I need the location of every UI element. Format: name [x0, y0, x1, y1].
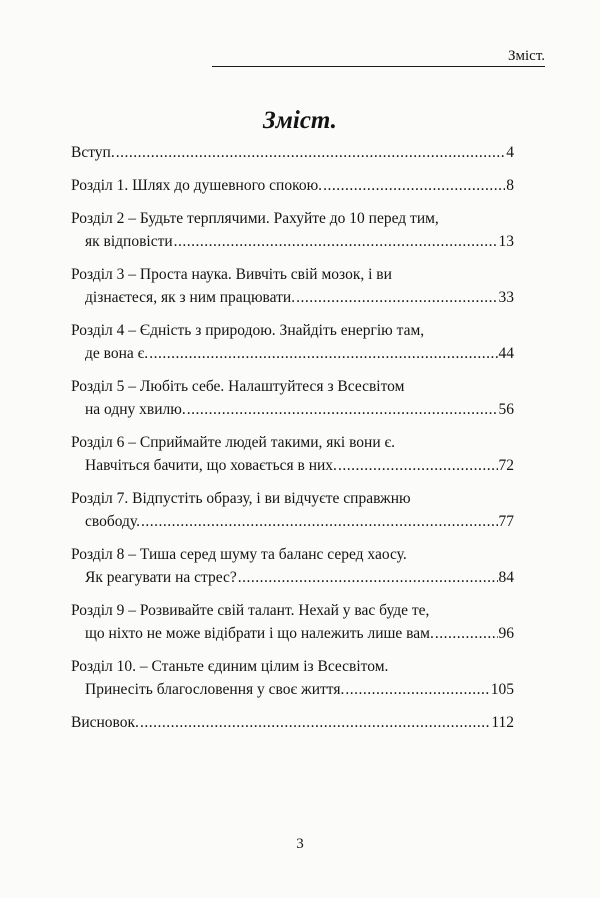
toc-entry-line	[71, 375, 514, 398]
toc-entry-line	[71, 398, 514, 421]
toc-leader-dots	[435, 622, 498, 645]
toc-page-number: 4	[506, 144, 514, 161]
toc-page-number: 77	[498, 513, 514, 530]
toc-entry-line	[71, 141, 514, 164]
toc-entry[interactable]	[71, 174, 514, 197]
toc-entry[interactable]	[71, 263, 514, 309]
toc-entry-text: Висновок.	[71, 714, 139, 731]
toc-entry-line	[71, 263, 514, 286]
toc-entry-line	[71, 543, 514, 566]
toc-page-number: 44	[498, 345, 514, 362]
toc-entry-line	[71, 342, 514, 365]
toc-entry[interactable]	[71, 655, 514, 701]
toc-entry-text: Розділ 5 – Любіть себе. Налаштуйтеся з Всесвітом	[71, 378, 405, 395]
table-of-contents	[71, 141, 514, 744]
toc-entry[interactable]	[71, 431, 514, 477]
toc-entry-text: дізнаєтеся, як з ним працювати.	[85, 289, 296, 306]
toc-entry-text: Розділ 6 – Сприймайте людей такими, які вони є.	[71, 434, 396, 451]
toc-entry-text: Розділ 9 – Розвивайте свій талант. Нехай у вас буде те,	[71, 602, 430, 619]
toc-page-number: 112	[491, 714, 514, 731]
toc-entry-text: де вона є.	[85, 345, 149, 362]
toc-page-number: 84	[498, 569, 514, 586]
toc-page-number: 8	[506, 177, 514, 194]
toc-entry-line	[71, 566, 514, 589]
toc-entry-text: Розділ 3 – Проста наука. Вивчіть свій мозок, і ви	[71, 266, 392, 283]
toc-entry-line	[71, 599, 514, 622]
toc-entry-text: Розділ 7. Відпустіть образу, і ви відчуєте справжню	[71, 490, 411, 507]
toc-entry-text: Розділ 1. Шлях до душевного спокою.	[71, 177, 323, 194]
toc-leader-dots	[140, 711, 490, 734]
toc-entry-text: Як реагувати на стрес?	[85, 569, 237, 586]
toc-page-number: 13	[498, 233, 514, 250]
toc-leader-dots	[174, 230, 498, 253]
toc-leader-dots	[187, 398, 498, 421]
running-header-title: Зміст.	[507, 48, 545, 64]
toc-entry-line	[71, 230, 514, 253]
toc-entry-text: свободу.	[85, 513, 140, 530]
toc-entry-line	[71, 207, 514, 230]
toc-entry-line	[71, 510, 514, 533]
toc-entry-line	[71, 431, 514, 454]
toc-entry-text: як відповісти	[85, 233, 173, 250]
toc-entry-line	[71, 711, 514, 734]
toc-entry[interactable]	[71, 487, 514, 533]
toc-entry-line	[71, 655, 514, 678]
toc-leader-dots	[323, 174, 505, 197]
toc-leader-dots	[141, 510, 498, 533]
toc-entry-text: Вступ.	[71, 144, 115, 161]
toc-entry[interactable]	[71, 599, 514, 645]
toc-entry-text: Навчіться бачити, що ховається в них.	[85, 457, 337, 474]
toc-entry-line	[71, 487, 514, 510]
toc-entry-text: Розділ 8 – Тиша серед шуму та баланс серед хаосу.	[71, 546, 407, 563]
toc-page-number: 105	[490, 681, 514, 698]
running-header	[212, 48, 545, 67]
toc-entry-text: Принесіть благословення у своє життя.	[85, 681, 345, 698]
toc-leader-dots	[149, 342, 497, 365]
page-number: 3	[296, 836, 304, 852]
toc-leader-dots	[338, 454, 498, 477]
toc-leader-dots	[296, 286, 497, 309]
toc-entry-text: Розділ 10. – Станьте єдиним цілим із Всесвітом.	[71, 658, 389, 675]
toc-page-number: 33	[498, 289, 514, 306]
toc-entry[interactable]	[71, 319, 514, 365]
toc-entry-line	[71, 678, 514, 701]
toc-entry-line	[71, 286, 514, 309]
toc-entry-text: на одну хвилю.	[85, 401, 186, 418]
toc-entry[interactable]	[71, 543, 514, 589]
toc-leader-dots	[116, 141, 506, 164]
toc-entry-line	[71, 319, 514, 342]
toc-entry-line	[71, 454, 514, 477]
page-title: Зміст.	[263, 107, 337, 134]
toc-entry[interactable]	[71, 711, 514, 734]
toc-page-number: 96	[498, 625, 514, 642]
toc-entry[interactable]	[71, 141, 514, 164]
toc-entry-line	[71, 622, 514, 645]
toc-entry-text: що ніхто не може відібрати і що належить лише вам.	[85, 625, 434, 642]
toc-page-number: 56	[498, 401, 514, 418]
toc-entry[interactable]	[71, 207, 514, 253]
toc-entry[interactable]	[71, 375, 514, 421]
toc-leader-dots	[238, 566, 498, 589]
toc-entry-line	[71, 174, 514, 197]
toc-leader-dots	[345, 678, 489, 701]
toc-page-number: 72	[498, 457, 514, 474]
toc-entry-text: Розділ 4 – Єдність з природою. Знайдіть енергію там,	[71, 322, 425, 339]
toc-entry-text: Розділ 2 – Будьте терплячими. Рахуйте до 10 перед тим,	[71, 210, 439, 227]
